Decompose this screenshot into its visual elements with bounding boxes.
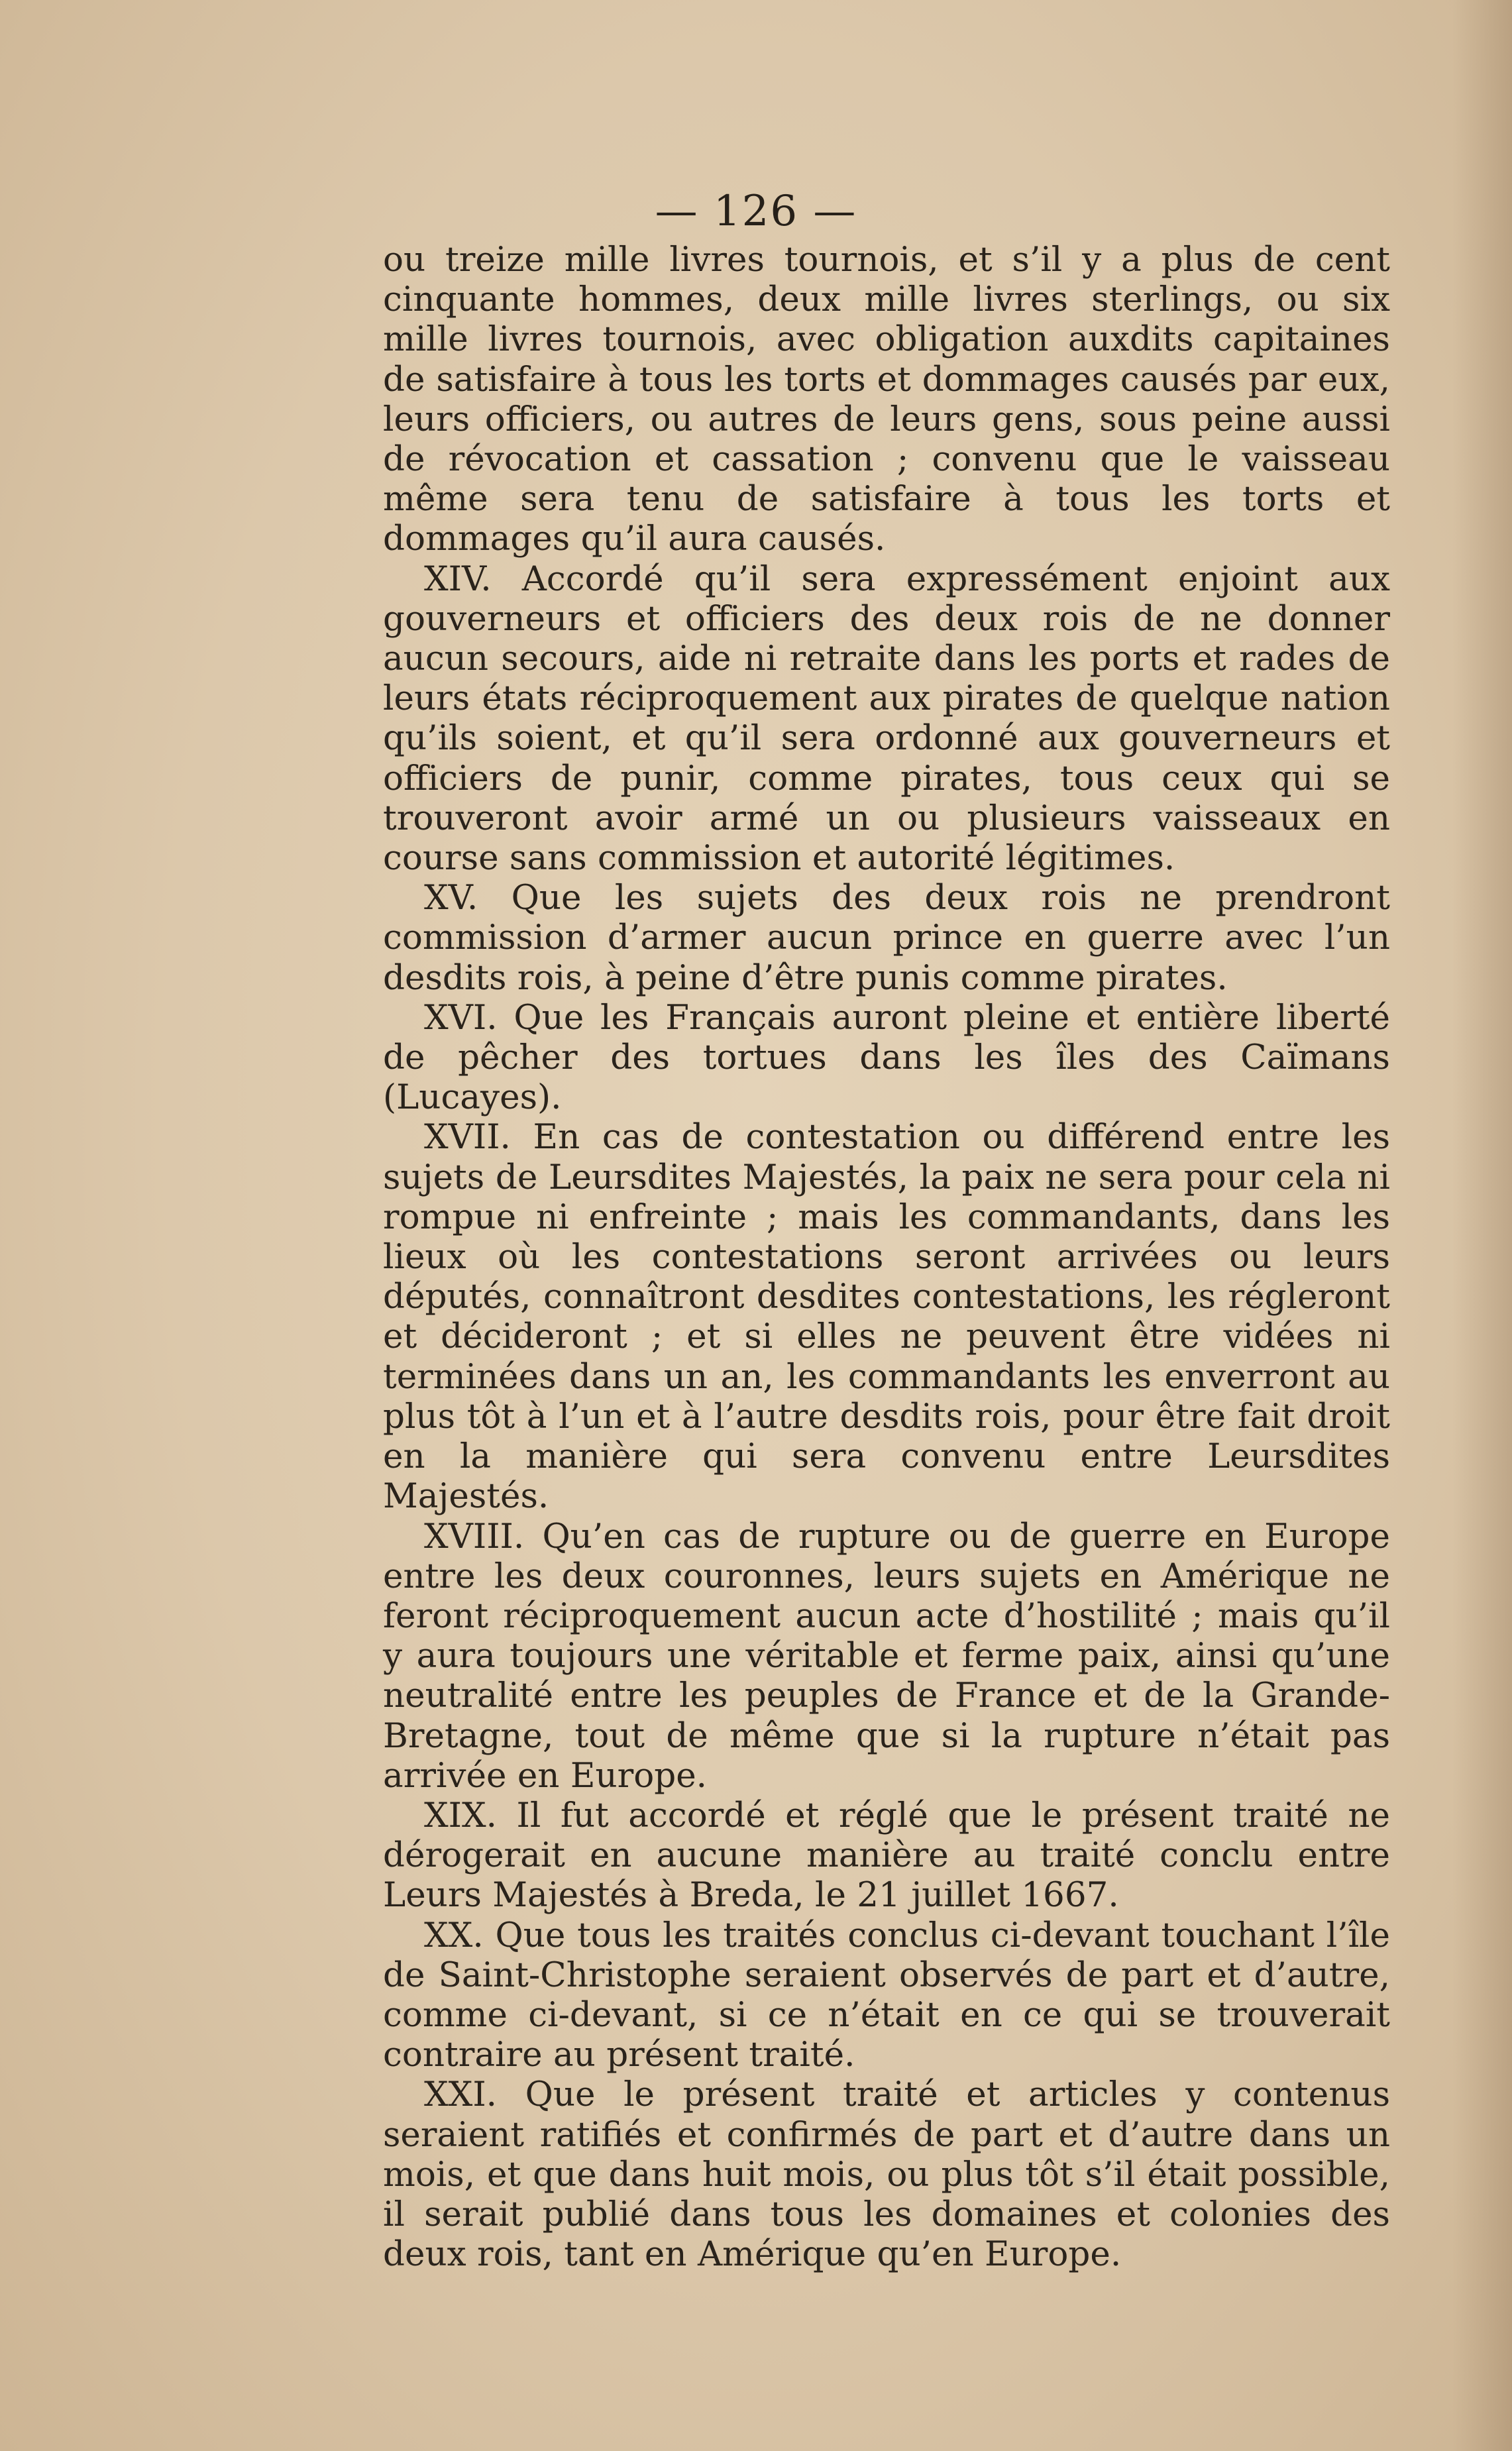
body-text [383, 240, 1390, 2274]
paragraph-article-xvi: XVI. Que les Français auront pleine et entière liberté de pêcher des tortues dans les îles des Caïmans (Lucayes). [383, 997, 1390, 1118]
paragraph-article-xx: XX. Que tous les traités conclus ci-devant touchant l’île de Saint-Christophe seraient observés de part et d’autre, comme ci-devant, si ce n’était en ce qui se trouverait contraire au présent traité. [383, 1915, 1390, 2075]
paragraph-article-xvii: XVII. En cas de contestation ou différend entre les sujets de Leursdites Majestés, la paix ne sera pour cela ni rompue ni enfreinte ; mais les commandants, dans les lieux où les contestations seront arrivées ou leurs députés, connaîtront desdites contestations, les régleront et décideront ; et si elles ne peuvent être vidées ni terminées dans un an, les commandants les enverront au plus tôt à l’un et à l’autre desdits rois, pour être fait droit en la manière qui sera convenu entre Leursdites Majestés. [383, 1117, 1390, 1517]
paragraph-article-xix: XIX. Il fut accordé et réglé que le présent traité ne dérogerait en aucune manière au traité conclu entre Leurs Majestés à Breda, le 21 juillet 1667. [383, 1795, 1390, 1916]
paragraph-article-xv: XV. Que les sujets des deux rois ne prendront commission d’armer aucun prince en guerre avec l’un desdits rois, à peine d’être punis comme pirates. [383, 878, 1390, 998]
page-edge-shadow [1452, 0, 1512, 2451]
paragraph-article-xviii: XVIII. Qu’en cas de rupture ou de guerre en Europe entre les deux couronnes, leurs sujets en Amérique ne feront réciproquement aucun acte d’hostilité ; mais qu’il y aura toujours une véritable et ferme paix, ainsi qu’une neutralité entre les peuples de France et de la Grande-Bretagne, tout de même que si la rupture n’était pas arrivée en Europe. [383, 1516, 1390, 1796]
paragraph-continuation: ou treize mille livres tournois, et s’il y a plus de cent cinquante hommes, deux mille livres sterlings, ou six mille livres tournois, avec obligation auxdits capitaines de satisfaire à tous les torts et dommages causés par eux, leurs officiers, ou autres de leurs gens, sous peine aussi de révocation et cassation ; convenu que le vaisseau même sera tenu de satisfaire à tous les torts et dommages qu’il aura causés. [383, 240, 1390, 559]
page-number: — 126 — [655, 187, 857, 236]
paragraph-article-xxi: XXI. Que le présent traité et articles y contenus seraient ratifiés et confirmés de part et d’autre dans un mois, et que dans huit mois, ou plus tôt s’il était possible, il serait publié dans tous les domaines et colonies des deux rois, tant en Amérique qu’en Europe. [383, 2075, 1390, 2275]
paragraph-article-xiv: XIV. Accordé qu’il sera expressément enjoint aux gouverneurs et officiers des deux rois de ne donner aucun secours, aide ni retraite dans les ports et rades de leurs états réciproquement aux pirates de quelque nation qu’ils soient, et qu’il sera ordonné aux gouverneurs et officiers de punir, comme pirates, tous ceux qui se trouveront avoir armé un ou plusieurs vaisseaux en course sans commission et autorité légitimes. [383, 559, 1390, 879]
